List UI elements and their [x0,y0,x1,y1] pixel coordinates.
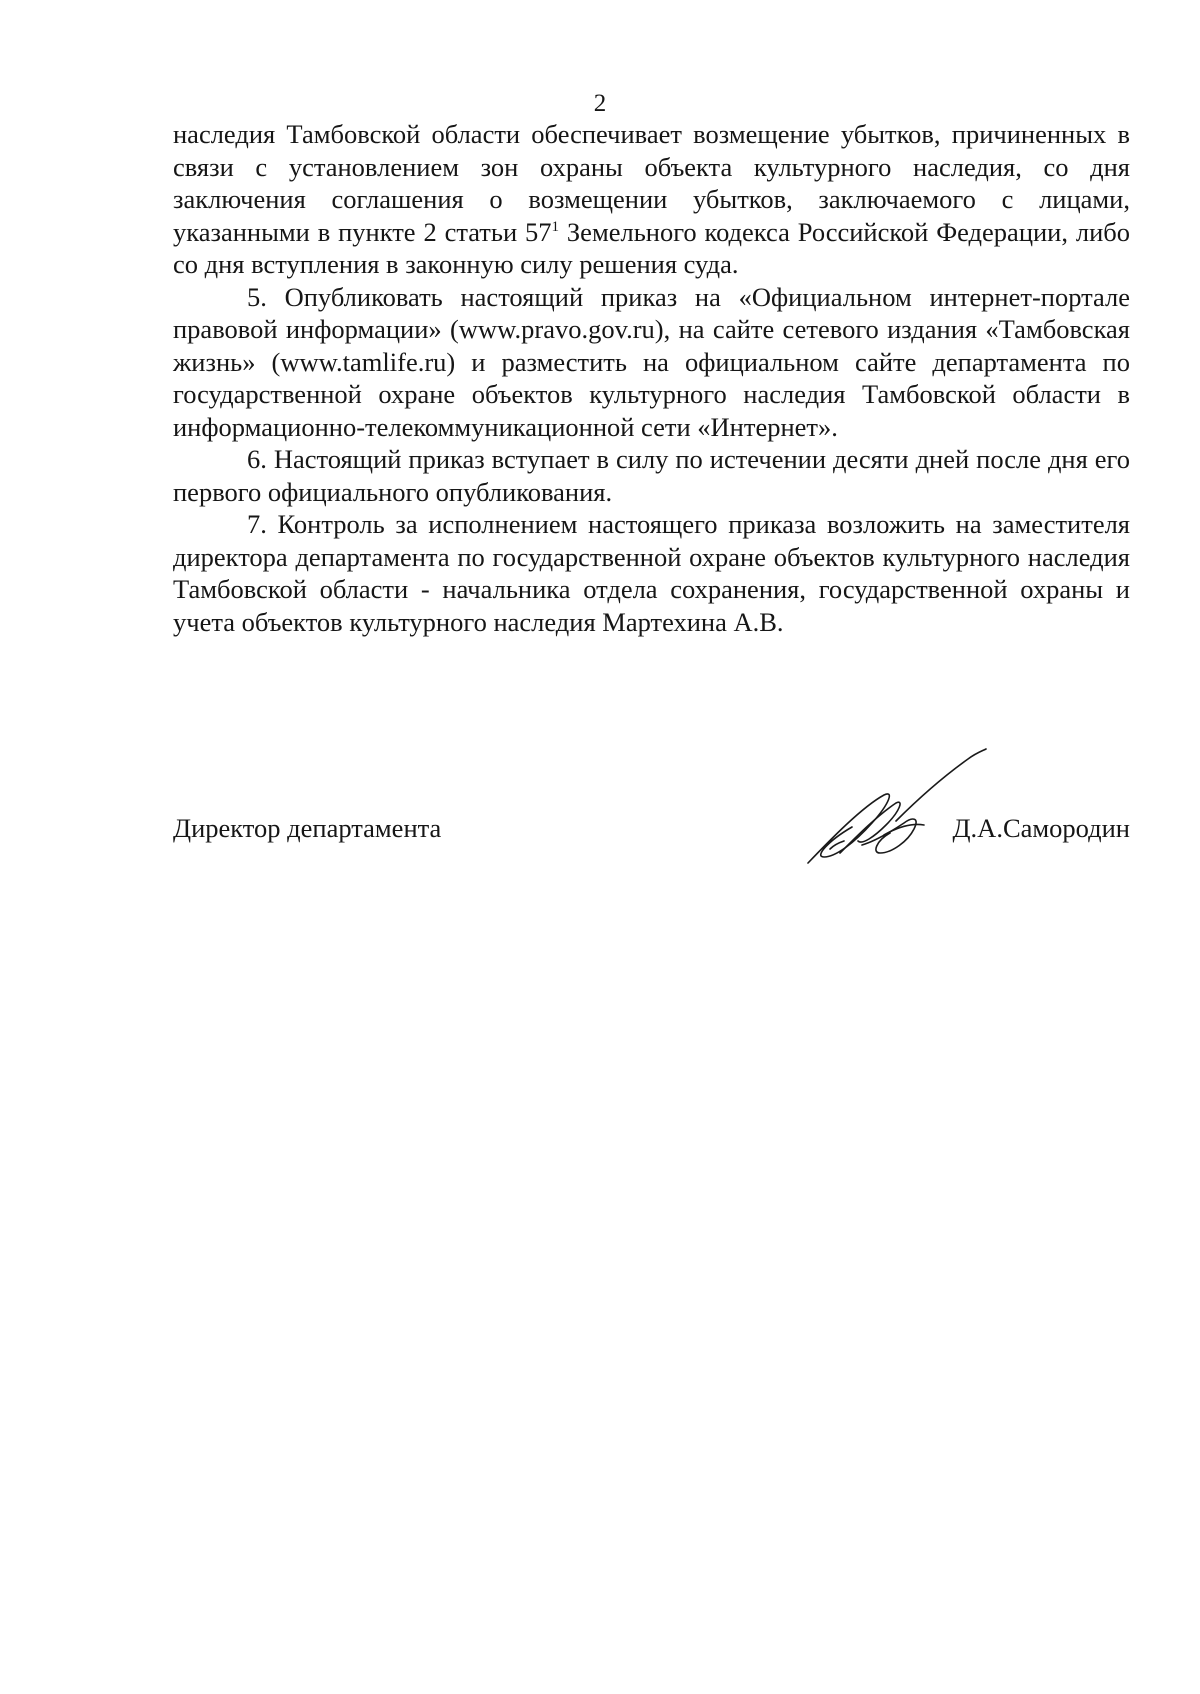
document-body [173,118,1130,638]
paragraph-text-part: наследия Тамбовской области обеспечивает возмещение убытков, причиненных в связи с установлением зон охраны объекта культурного наследия, со дня заключения соглашения о возмещении убытков, заключаемого с лицами, указанными в пункте 2 статьи 57 [173,119,1130,247]
article-superscript: 1 [551,218,560,235]
paragraph-item-5: 5. Опубликовать настоящий приказ на «Официальном интернет-портале правовой информации» (www.pravo.gov.ru), на сайте сетевого издания «Тамбовская жизнь» (www.tamlife.ru) и разместить на официальном сайте департамента по государственной охране объектов культурного наследия Тамбовской области в информационно-телекоммуникационной сети «Интернет». [173,281,1130,442]
handwritten-signature [800,745,1030,880]
paragraph-item-7: 7. Контроль за исполнением настоящего приказа возложить на заместителя директора департамента по государственной охране объектов культурного наследия Тамбовской области - начальника отдела сохранения, государственной охраны и учета объектов культурного наследия Мартехина А.В. [173,509,1130,637]
paragraph-text-part: Земельного кодекса Российской Федерации, либо со дня вступления в законную силу решения суда. [173,216,1130,279]
signer-name: Д.А.Самородин [952,813,1130,843]
paragraph-item-6: 6. Настоящий приказ вступает в силу по истечении десяти дней после дня его первого официального опубликования. [173,444,1130,507]
page-number: 2 [593,90,607,117]
paragraph-continuation [173,118,1130,281]
signer-position: Директор департамента [173,813,442,843]
